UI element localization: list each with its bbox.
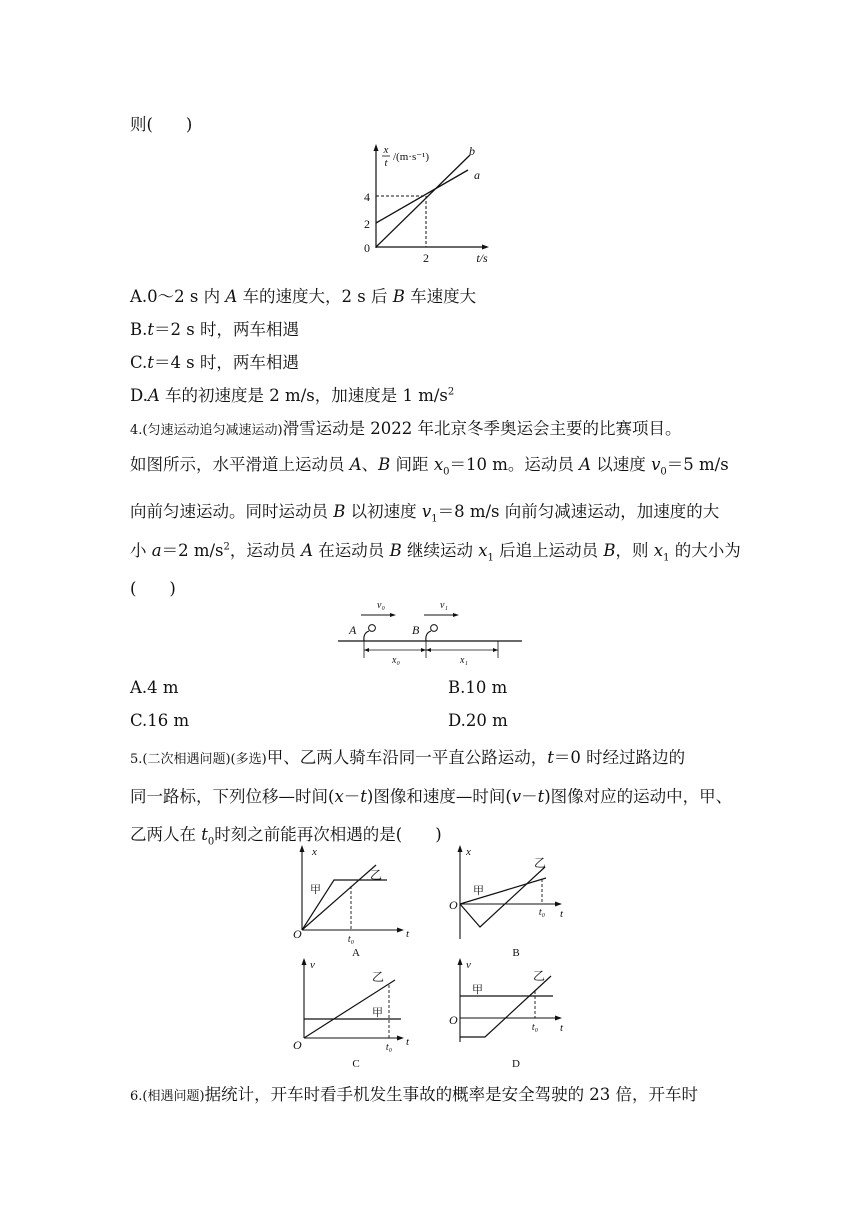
- q3-ylabel-unit: /(m·s⁻¹): [393, 151, 429, 163]
- svg-text:v: v: [466, 959, 471, 971]
- q4-skier-b-body: [426, 631, 431, 641]
- q4-line-3: 向前匀速运动。同时运动员 B 以初速度 $v_1=8$ m/s 向前匀减速运动，加速度的大: [130, 502, 720, 525]
- q3-ytick-4: 4: [364, 190, 370, 204]
- q5-line-1: 5.(二次相遇问题)(多选)甲、乙两人骑车沿同一平直公路运动，t＝0 时经过路边的: [130, 748, 686, 767]
- q6-label: 6.(相遇问题): [130, 1089, 205, 1104]
- q4-skier-a-body: [364, 631, 369, 641]
- q5-line-2: 同一路标，下列位移—时间(x－t)图像和速度—时间(v－t)图像对应的运动中，甲、: [130, 787, 733, 806]
- svg-text:乙: 乙: [370, 868, 383, 882]
- svg-text:v: v: [310, 959, 315, 971]
- q5-graph-a: [290, 845, 420, 960]
- svg-text:t₀: t₀: [347, 934, 355, 945]
- q4-line-5: ( ): [130, 579, 176, 598]
- q5-label: 5.(二次相遇问题)(多选): [130, 752, 267, 767]
- svg-text:t: t: [560, 908, 564, 920]
- q4-x0-label: x₀: [392, 655, 400, 666]
- q3-xtick-2: 2: [423, 251, 429, 265]
- q6-line-1: 6.(相遇问题)据统计，开车时看手机发生事故的概率是安全驾驶的 23 倍，开车时: [130, 1085, 699, 1104]
- svg-text:O: O: [449, 898, 458, 912]
- q3-option-b: B.t＝2 s 时，两车相遇: [130, 320, 299, 339]
- svg-text:t₀: t₀: [385, 1042, 393, 1053]
- q3-xlabel: t/s: [476, 251, 488, 265]
- q4-x1-label: x₁: [460, 655, 468, 666]
- q3-option-d: D.A 车的初速度是 2 m/s，加速度是 1 $m/s^2$: [130, 386, 455, 405]
- svg-text:乙: 乙: [533, 969, 546, 983]
- svg-text:t₀: t₀: [531, 1022, 539, 1033]
- svg-text:t₀: t₀: [538, 907, 546, 918]
- q4-figure: [336, 598, 526, 668]
- q3-stem-tail: 则( ): [130, 115, 193, 134]
- svg-text:乙: 乙: [534, 856, 547, 870]
- svg-text:甲: 甲: [372, 1007, 383, 1019]
- q4-line-1: 4.(匀速运动追匀减速运动)滑雪运动是 2022 年北京冬季奥运会主要的比赛项目。: [130, 419, 682, 438]
- q3-ylabel-den: t: [384, 157, 388, 169]
- svg-text:甲: 甲: [472, 984, 483, 996]
- q4-skier-a-label: A: [349, 623, 357, 637]
- svg-text:t: t: [406, 928, 410, 940]
- q3-option-a: A.0～2 s 内 A 车的速度大，2 s 后 B 车速度大: [130, 287, 477, 306]
- svg-text:D: D: [512, 1058, 520, 1070]
- q3-line-b: [376, 155, 470, 247]
- q3-line-a: [376, 170, 468, 223]
- q4-skier-b-head: [431, 625, 438, 632]
- svg-text:B: B: [512, 947, 520, 959]
- q5-graph-b: [446, 845, 576, 960]
- svg-text:O: O: [293, 927, 302, 941]
- svg-text:乙: 乙: [372, 970, 385, 984]
- q4-option-d: D.20 m: [448, 711, 508, 730]
- svg-text:t: t: [560, 1022, 564, 1034]
- svg-text:x: x: [312, 846, 317, 858]
- q3-line-a-label: a: [474, 168, 480, 182]
- q5-graph-c: [290, 958, 420, 1073]
- q4-option-a: A.4 m: [130, 678, 179, 697]
- q4-line-2: 如图所示，水平滑道上运动员 A、B 间距 $x_0=10$ m。运动员 A 以速度 $v_0=5$ m/s: [130, 455, 729, 478]
- svg-text:甲: 甲: [310, 884, 321, 896]
- q4-label: 4.(匀速运动追匀减速运动): [130, 423, 283, 438]
- q5b-yi-line: [460, 867, 545, 927]
- q5-line-3: 乙两人在 $t_0$时刻之前能再次相遇的是( ): [130, 825, 442, 848]
- q3-line-b-label: b: [469, 144, 475, 158]
- q4-line-4: 小 a＝2 $m/s^2$，运动员 A 在运动员 B 继续运动 $x_1$ 后追上运动员 B，则 $x_1$ 的大小为: [130, 541, 741, 564]
- q4-v1-label: v₁: [440, 600, 448, 611]
- svg-text:O: O: [293, 1038, 302, 1052]
- q3-ytick-0: 0: [364, 241, 370, 255]
- q5-graph-d: [446, 958, 576, 1073]
- q4-option-c: C.16 m: [130, 711, 190, 730]
- svg-text:x: x: [466, 846, 471, 858]
- svg-text:A: A: [352, 947, 360, 959]
- svg-text:C: C: [352, 1058, 360, 1070]
- q5a-yi-line: [302, 865, 376, 930]
- q3-ylabel-num: x: [383, 144, 389, 156]
- q4-v0-label: v₀: [377, 600, 385, 611]
- svg-text:t: t: [406, 1036, 410, 1048]
- q3-ytick-2: 2: [364, 217, 370, 231]
- q3-graph: [350, 140, 510, 268]
- svg-text:O: O: [449, 1013, 458, 1027]
- q4-skier-b-label: B: [412, 623, 420, 637]
- q4-option-b: B.10 m: [448, 678, 508, 697]
- q4-skier-a-head: [369, 625, 376, 632]
- q3-option-c: C.t＝4 s 时，两车相遇: [130, 353, 299, 372]
- svg-text:甲: 甲: [473, 885, 484, 897]
